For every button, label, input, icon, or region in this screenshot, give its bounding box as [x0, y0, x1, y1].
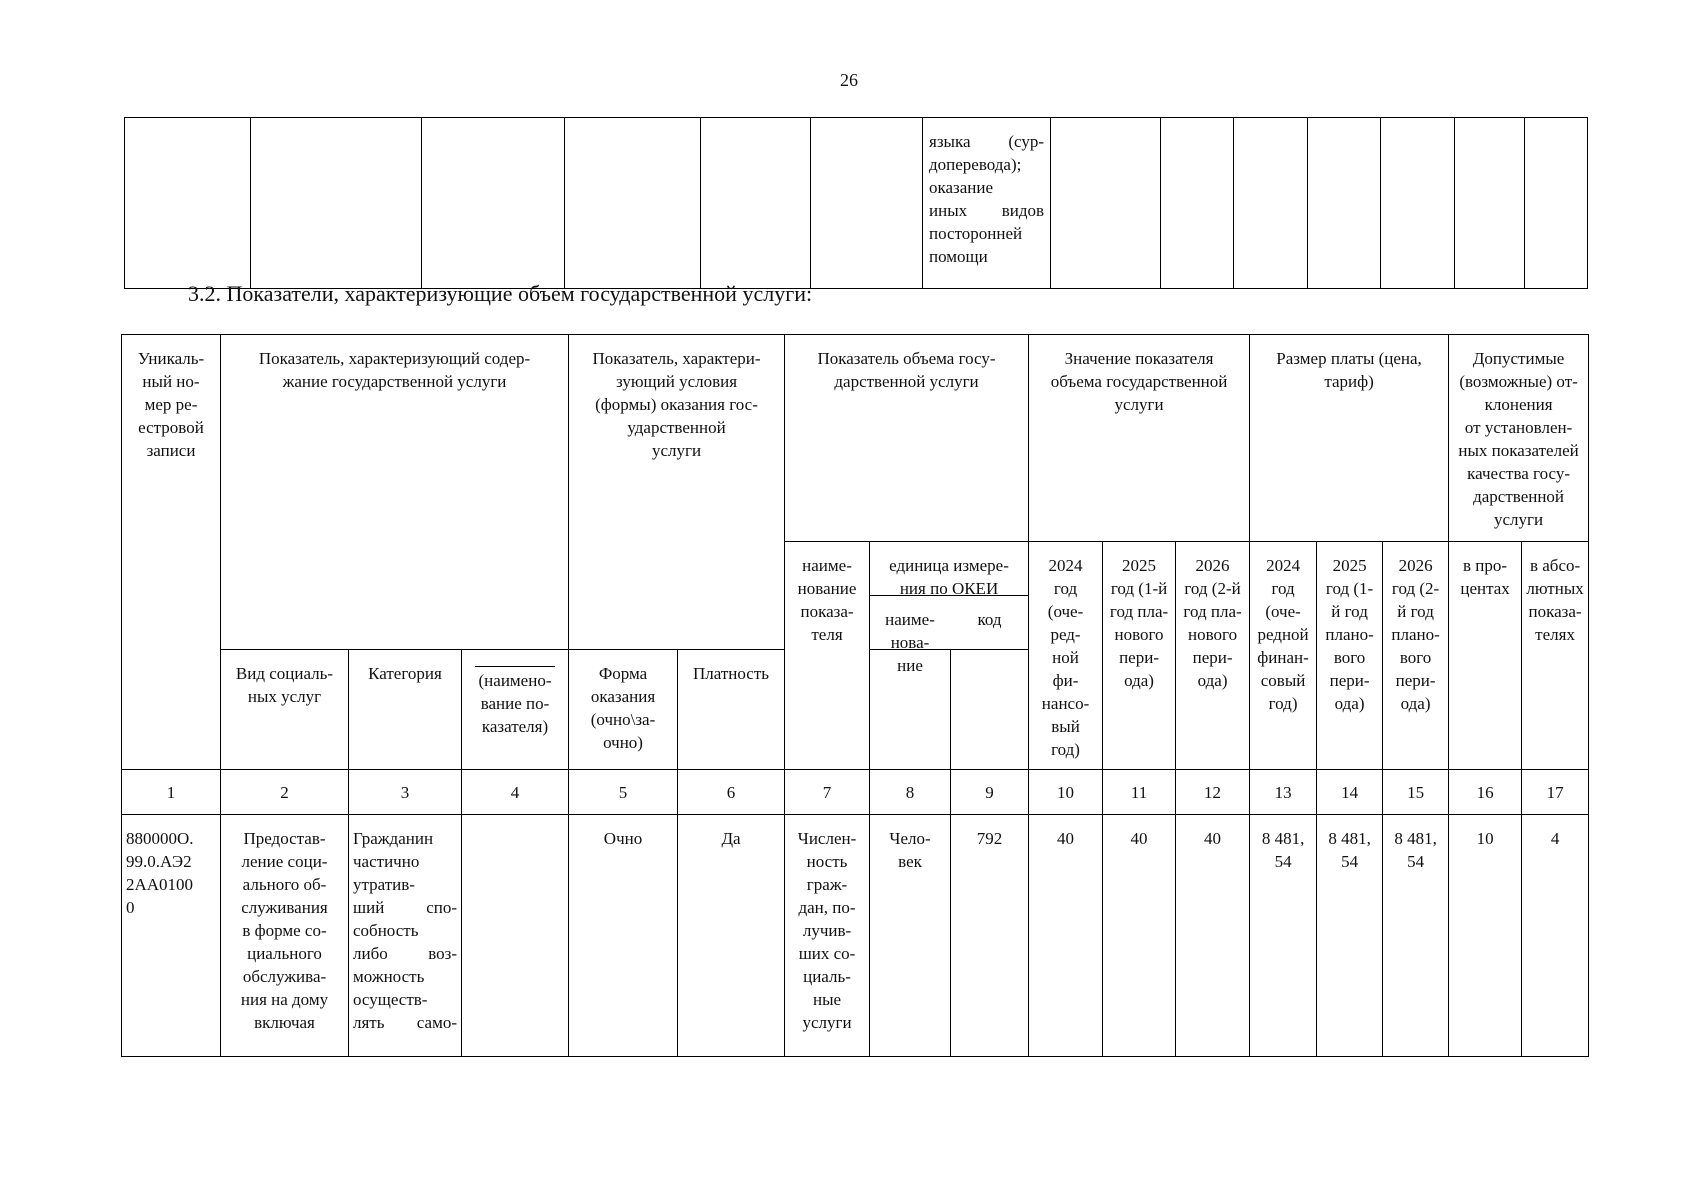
cell-absolute: 4	[1522, 815, 1589, 1057]
column-number: 8	[870, 770, 951, 815]
cell-value-2025: 40	[1103, 815, 1176, 1057]
header-registry-number: Уникаль- ный но- мер ре- естровой записи	[122, 335, 221, 770]
cell-delivery-form: Очно	[569, 815, 678, 1057]
page-number: 26	[840, 70, 858, 90]
top-cell	[1455, 118, 1525, 289]
header-volume-value: Значение показателя объема государственной услуги	[1029, 335, 1250, 542]
text-line: доперевода);	[929, 155, 1022, 174]
column-number: 16	[1449, 770, 1522, 815]
header-fee-2025: 2025 год (1- й год плано- вого пери- ода)	[1317, 542, 1383, 770]
cell-registry-number: 880000О. 99.0.АЭ2 2АА0100 0	[122, 815, 221, 1057]
header-okei-code: код	[951, 596, 1029, 716]
column-number: 11	[1103, 770, 1176, 815]
header-deviations: Допустимые (возможные) от- клонения от установлен- ных показателей качества госу- дарственной услуги	[1449, 335, 1589, 542]
text-line: помощи	[929, 247, 988, 266]
top-cell	[1234, 118, 1308, 289]
top-cell	[1051, 118, 1161, 289]
column-number: 5	[569, 770, 678, 815]
cell-blank	[462, 815, 569, 1057]
cell-service-type: Предостав- ление соци- ального об- служивания в форме со- циального обслужива- ния на дому включая	[221, 815, 349, 1057]
header-value-2026: 2026 год (2-й год пла- нового пери- ода)	[1176, 542, 1250, 770]
top-cell	[565, 118, 701, 289]
header-paid: Платность	[678, 650, 785, 770]
header-fee-2024: 2024 год (оче- редной финан- совый год)	[1250, 542, 1317, 770]
cell-value-2026: 40	[1176, 815, 1250, 1057]
column-number: 6	[678, 770, 785, 815]
cell-paid: Да	[678, 815, 785, 1057]
header-fee-size: Размер платы (цена, тариф)	[1250, 335, 1449, 542]
column-number: 7	[785, 770, 870, 815]
header-conditions-indicator: Показатель, характери- зующий условия (формы) оказания гос- ударственной услуги	[569, 335, 785, 650]
cell-category: Гражданин частично утратив- ший спо- собность либо воз- можность осуществ- лять само-	[349, 815, 462, 1057]
header-fee-2026: 2026 год (2- й год плано- вого пери- ода)	[1383, 542, 1449, 770]
column-number: 10	[1029, 770, 1103, 815]
sign-language-cell	[923, 118, 1051, 289]
cell-fee-2026: 8 481, 54	[1383, 815, 1449, 1057]
text-line: языка (сур-	[929, 132, 1044, 151]
top-cell	[251, 118, 422, 289]
top-cell	[701, 118, 811, 289]
header-value-2025: 2025 год (1-й год пла- нового пери- ода)	[1103, 542, 1176, 770]
column-number: 13	[1250, 770, 1317, 815]
cell-fee-2025: 8 481, 54	[1317, 815, 1383, 1057]
cell-fee-2024: 8 481, 54	[1250, 815, 1317, 1057]
header-volume-indicator: Показатель объема госу- дарственной услуги	[785, 335, 1029, 542]
blank-line	[475, 666, 555, 667]
top-cell	[422, 118, 565, 289]
continuation-table	[124, 117, 1588, 289]
header-content-indicator: Показатель, характеризующий содер- жание государственной услуги	[221, 335, 569, 650]
cell-value-2024: 40	[1029, 815, 1103, 1057]
text-line: посторонней	[929, 224, 1023, 243]
column-number: 3	[349, 770, 462, 815]
header-blank-indicator: (наимено- вание по- казателя)	[462, 650, 569, 770]
cell-okei-code: 792	[951, 815, 1029, 1057]
top-cell	[1381, 118, 1455, 289]
header-value-2024: 2024 год (оче- ред- ной фи- нансо- вый год)	[1029, 542, 1103, 770]
column-number: 9	[951, 770, 1029, 815]
column-number: 17	[1522, 770, 1589, 815]
cell-percent: 10	[1449, 815, 1522, 1057]
column-numbers-row	[122, 770, 1589, 815]
cell-indicator-name: Числен- ность граж- дан, по- лучив- ших со- циаль- ные услуги	[785, 815, 870, 1057]
header-percent: в про- центах	[1449, 542, 1522, 770]
header-okei-unit: единица измере- ния по ОКЕИ	[870, 542, 1029, 650]
column-number: 12	[1176, 770, 1250, 815]
top-cell	[1525, 118, 1588, 289]
header-category: Категория	[349, 650, 462, 770]
top-cell	[811, 118, 923, 289]
volume-indicators-table	[121, 334, 1589, 1057]
top-cell	[1161, 118, 1234, 289]
header-absolute: в абсо- лютных показа- телях	[1522, 542, 1589, 770]
column-number: 1	[122, 770, 221, 815]
column-number: 2	[221, 770, 349, 815]
text-line: оказание	[929, 178, 994, 197]
top-cell	[1308, 118, 1381, 289]
cell-okei-name: Чело- век	[870, 815, 951, 1057]
header-okei-name: наиме- нова- ние	[870, 596, 951, 716]
header-delivery-form: Форма оказания (очно\за- очно)	[569, 650, 678, 770]
column-number: 14	[1317, 770, 1383, 815]
text-line: иных видов	[929, 201, 1044, 220]
table-row	[122, 815, 1589, 1057]
column-number: 15	[1383, 770, 1449, 815]
section-title: 3.2. Показатели, характеризующие объем государственной услуги:	[188, 281, 813, 306]
header-indicator-name: наиме- нование показа- теля	[785, 542, 870, 770]
column-number: 4	[462, 770, 569, 815]
top-cell	[125, 118, 251, 289]
header-service-type: Вид социаль- ных услуг	[221, 650, 349, 770]
